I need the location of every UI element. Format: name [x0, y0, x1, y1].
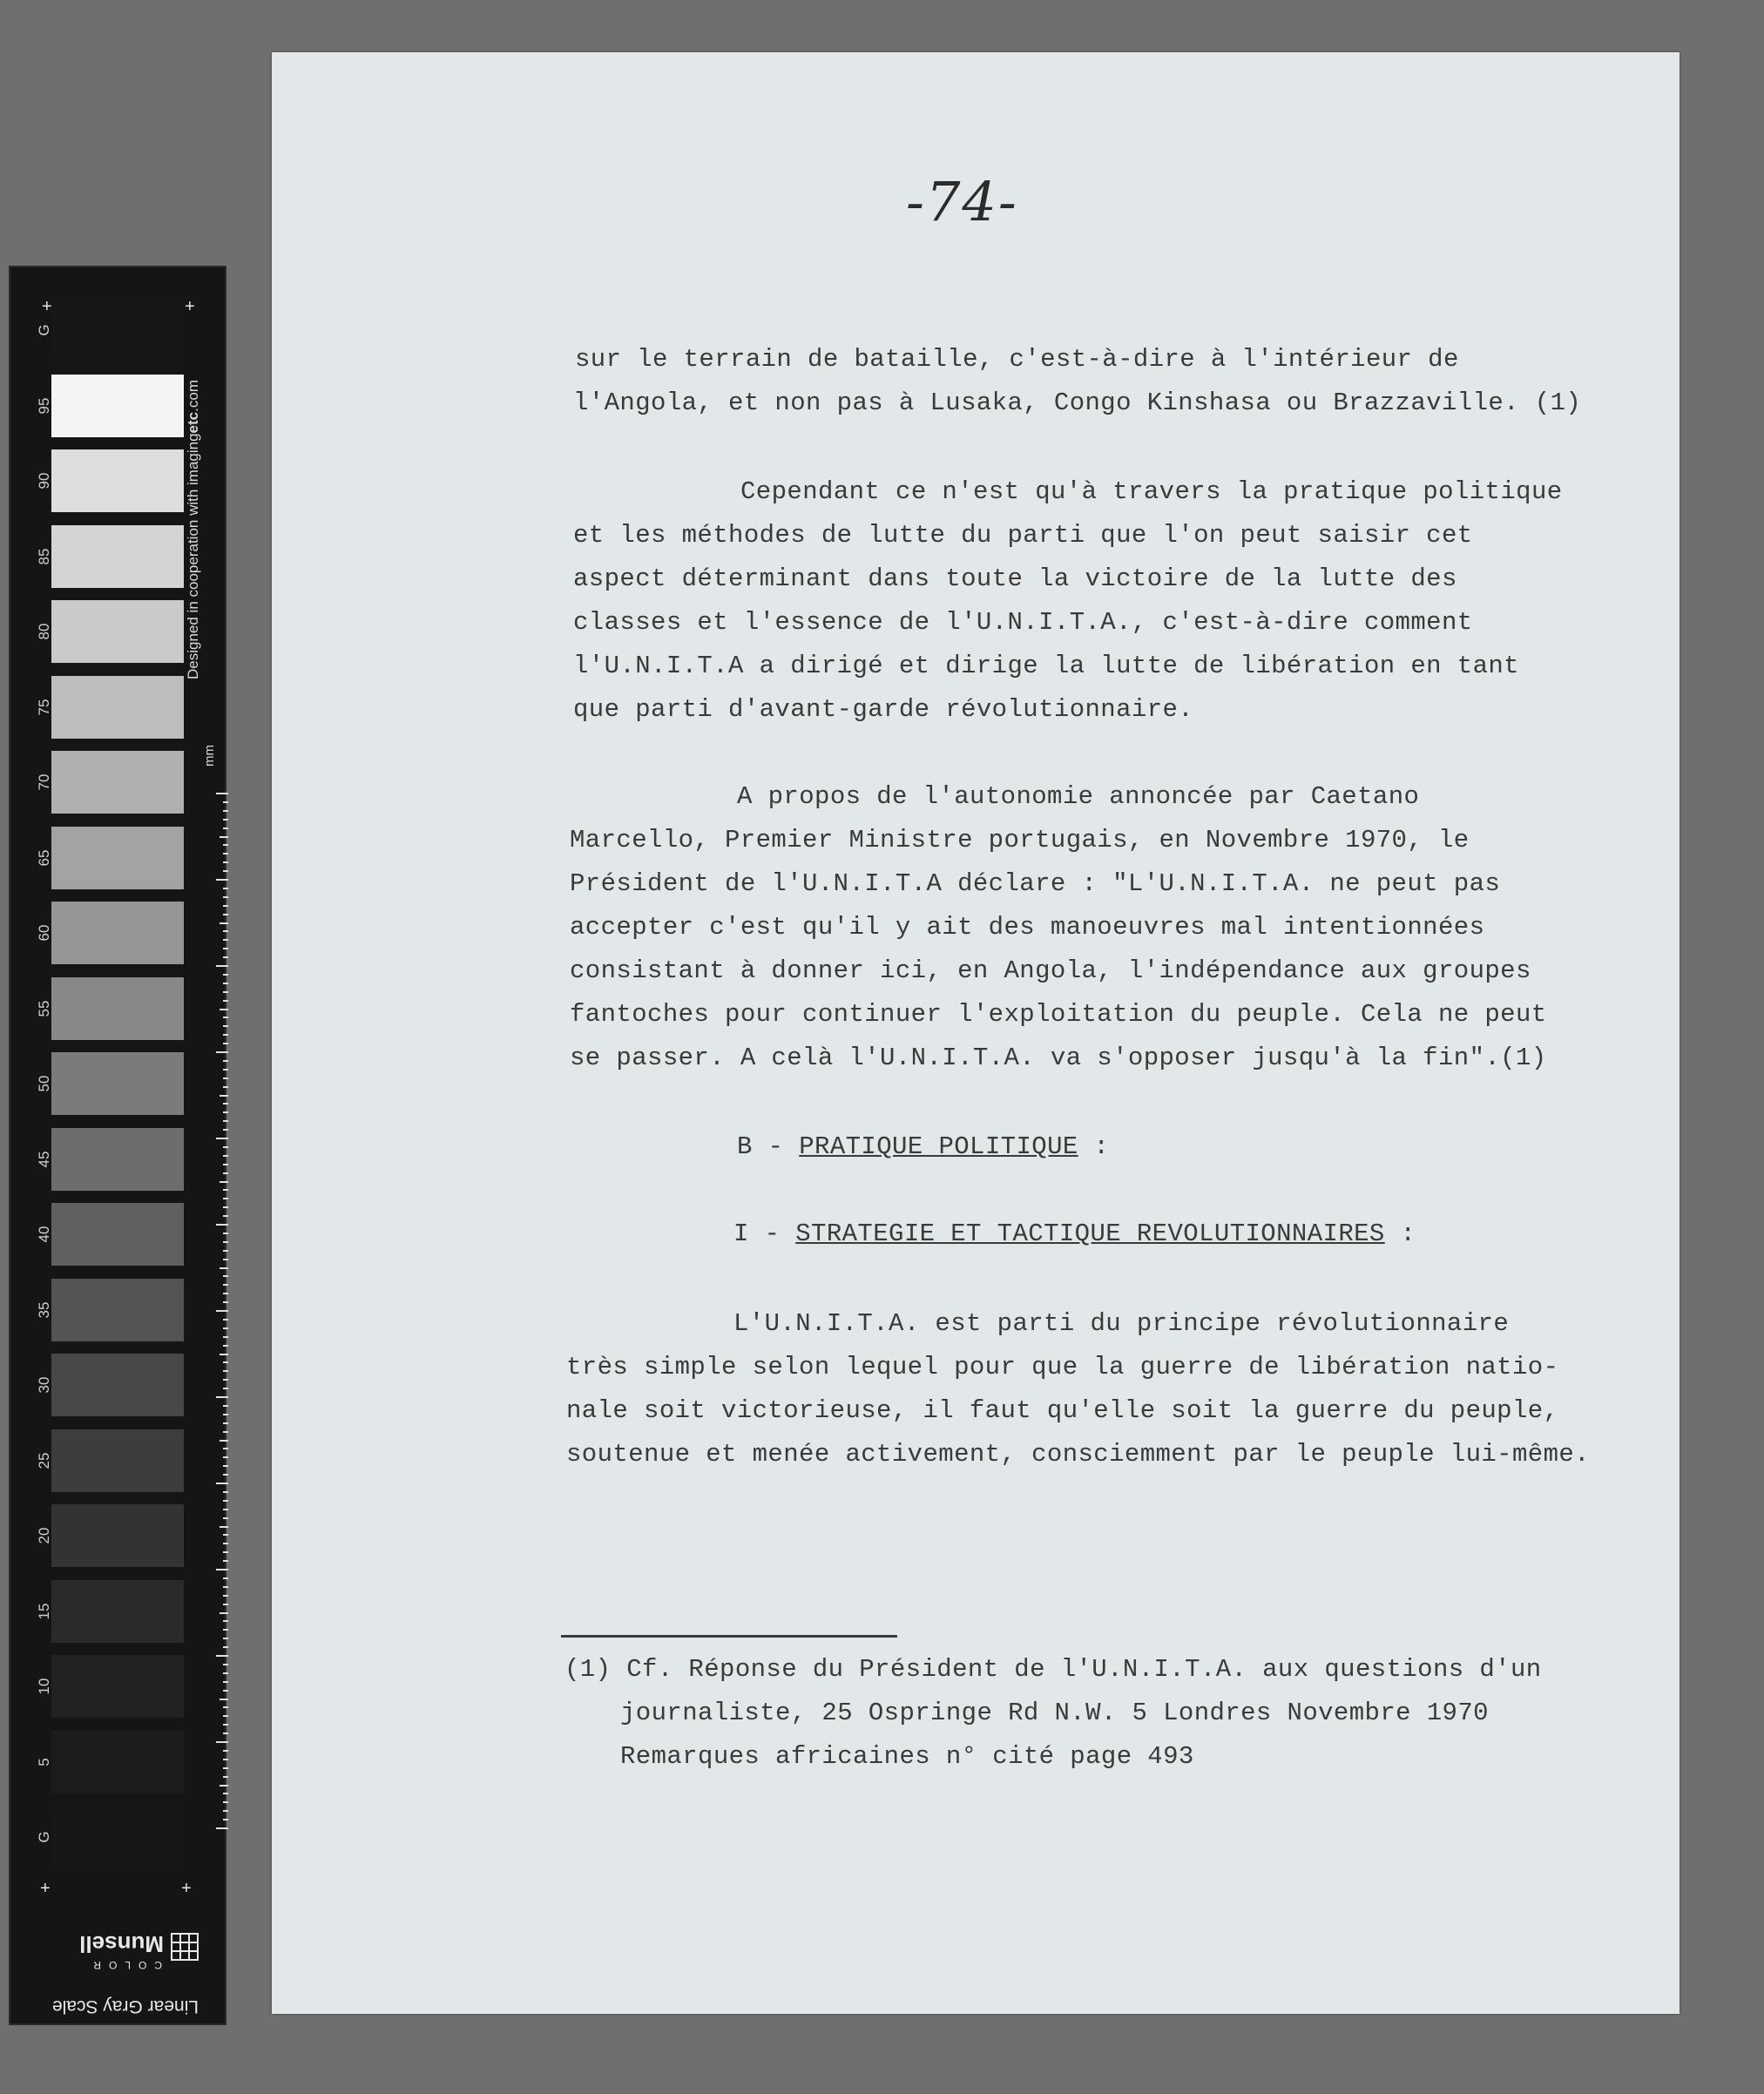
- ruler-tick: [223, 939, 228, 941]
- text-line: nale soit victorieuse, il faut qu'elle soit la guerre du peuple,: [566, 1396, 1559, 1425]
- plus-mark-top-right: +: [185, 297, 195, 316]
- footnote-line: journaliste, 25 Ospringe Rd N.W. 5 Londres Novembre 1970: [620, 1699, 1489, 1727]
- gray-patch: [51, 1279, 184, 1341]
- ruler-tick: [223, 1379, 228, 1381]
- brand-name: Munsell: [79, 1931, 164, 1957]
- ruler-tick: [223, 1491, 228, 1493]
- ruler-tick: [223, 1517, 228, 1519]
- ruler-tick: [223, 1560, 228, 1562]
- ruler-tick: [223, 1810, 228, 1812]
- ruler-tick: [220, 1440, 228, 1442]
- ruler-tick: [216, 1396, 228, 1398]
- ruler-tick: [223, 1301, 228, 1303]
- ruler-tick: [223, 1509, 228, 1510]
- ruler-tick: [223, 1706, 228, 1708]
- ruler-tick: [223, 1111, 228, 1113]
- text-line: accepter c'est qu'il y ait des manoeuvres mal intentionnées: [570, 913, 1485, 942]
- text-line: soutenue et menée activement, consciemment par le peuple lui-même.: [566, 1440, 1590, 1469]
- gray-patch-label: 75: [36, 699, 52, 715]
- gray-patch: [51, 827, 184, 889]
- text-line: classes et l'essence de l'U.N.I.T.A., c'est-à-dire comment: [573, 608, 1473, 637]
- ruler-tick: [223, 1793, 228, 1794]
- ruler-tick: [223, 1025, 228, 1027]
- gray-patch-label: 55: [36, 1000, 52, 1017]
- gray-patch: [51, 1655, 184, 1718]
- gray-patch-label: 65: [36, 849, 52, 866]
- text-line: Marcello, Premier Ministre portugais, en Novembre 1970, le: [570, 826, 1470, 854]
- text-line: sur le terrain de bataille, c'est-à-dire à l'intérieur de: [575, 345, 1459, 374]
- heading-strategie: I - STRATEGIE ET TACTIQUE REVOLUTIONNAIRES :: [733, 1219, 1416, 1248]
- ruler-tick: [223, 1206, 228, 1208]
- ruler-tick: [223, 1543, 228, 1544]
- ruler-tick: [223, 1681, 228, 1683]
- gray-patch: [51, 525, 184, 588]
- text-line: L'U.N.I.T.A. est parti du principe révolutionnaire: [733, 1309, 1510, 1338]
- ruler-tick: [220, 836, 228, 838]
- ruler-tick: [216, 1483, 228, 1484]
- ruler-tick: [223, 1233, 228, 1234]
- ruler-tick: [223, 1336, 228, 1338]
- ruler-tick: [223, 1189, 228, 1191]
- ruler-tick: [223, 1551, 228, 1553]
- ruler-tick: [223, 1819, 228, 1820]
- ruler-tick: [216, 1051, 228, 1053]
- gray-patch: [51, 299, 184, 361]
- ruler-tick: [223, 1388, 228, 1389]
- ruler-tick: [223, 1241, 228, 1243]
- ruler-tick: [223, 956, 228, 958]
- ruler-tick: [223, 844, 228, 846]
- ruler-tick: [216, 1569, 228, 1570]
- ruler-tick: [216, 1655, 228, 1657]
- ruler-tick: [223, 1345, 228, 1347]
- text-line: aspect déterminant dans toute la victoire de la lutte des: [573, 564, 1457, 593]
- text-line: fantoches pour continuer l'exploitation du peuple. Cela ne peut: [570, 1000, 1547, 1029]
- ruler-tick: [223, 1155, 228, 1157]
- ruler-tick: [223, 1034, 228, 1036]
- ruler-tick: [216, 1741, 228, 1743]
- text-line: consistant à donner ici, en Angola, l'indépendance aux groupes: [570, 956, 1531, 985]
- text-line: Président de l'U.N.I.T.A déclare : "L'U.N.I.T.A. ne peut pas: [570, 869, 1501, 898]
- ruler-tick: [223, 930, 228, 932]
- ruler-tick: [223, 1474, 228, 1476]
- ruler-tick: [220, 1095, 228, 1097]
- ruler-tick: [223, 1327, 228, 1329]
- scale-credit: Designed in cooperation with imagingetc.com: [185, 380, 201, 679]
- ruler-tick: [223, 896, 228, 898]
- ruler-tick: [223, 1275, 228, 1277]
- gray-patch-label: 35: [36, 1301, 52, 1318]
- gray-patch: [51, 1504, 184, 1567]
- ruler-tick: [223, 1776, 228, 1778]
- mm-ruler: [202, 793, 228, 1834]
- ruler-tick: [223, 1620, 228, 1622]
- footnote-line: Remarques africaines n° cité page 493: [620, 1742, 1194, 1771]
- text-line: que parti d'avant-garde révolutionnaire.: [573, 695, 1194, 724]
- ruler-tick: [223, 1086, 228, 1088]
- ruler-tick: [216, 965, 228, 967]
- ruler-tick: [223, 983, 228, 984]
- text-line: très simple selon lequel pour que la guerre de libération natio-: [566, 1353, 1559, 1381]
- ruler-tick: [223, 1750, 228, 1752]
- ruler-tick: [223, 1715, 228, 1717]
- ruler-tick: [223, 1215, 228, 1217]
- gray-patch-label: 25: [36, 1452, 52, 1469]
- ruler-tick: [223, 974, 228, 976]
- text-line: l'U.N.I.T.A a dirigé et dirige la lutte de libération en tant: [573, 652, 1519, 680]
- ruler-tick: [223, 1284, 228, 1286]
- ruler-tick: [223, 1250, 228, 1252]
- gray-patch-label: 80: [36, 623, 52, 640]
- gray-patch: [51, 1429, 184, 1492]
- gray-patch: [51, 751, 184, 814]
- gray-patch: [51, 1354, 184, 1416]
- munsell-brand: [33, 1916, 199, 2016]
- ruler-tick: [223, 1534, 228, 1536]
- gray-patch: [51, 600, 184, 663]
- ruler-tick: [223, 991, 228, 993]
- ruler-tick: [223, 1638, 228, 1639]
- gray-patch: [51, 977, 184, 1040]
- gray-patch: [51, 1806, 184, 1868]
- ruler-tick: [223, 1629, 228, 1631]
- gray-patch-label: 60: [36, 924, 52, 942]
- brand-sub: COLOR: [85, 1959, 162, 1971]
- ruler-tick: [223, 1146, 228, 1148]
- ruler-tick: [223, 1465, 228, 1467]
- footnote-separator: [561, 1635, 897, 1638]
- ruler-tick: [223, 1595, 228, 1597]
- ruler-tick: [216, 1827, 228, 1829]
- gray-patch: [51, 1580, 184, 1643]
- plus-mark-bottom-left: +: [40, 1879, 51, 1898]
- text-line: Cependant ce n'est qu'à travers la pratique politique: [740, 477, 1563, 506]
- ruler-tick: [223, 870, 228, 872]
- ruler-tick: [223, 1431, 228, 1433]
- gray-patch-label: 40: [36, 1226, 52, 1243]
- ruler-tick: [223, 1164, 228, 1165]
- footnote-line: (1) Cf. Réponse du Président de l'U.N.I.T.A. aux questions d'un: [564, 1655, 1542, 1684]
- ruler-tick: [223, 1422, 228, 1424]
- text-line: A propos de l'autonomie annoncée par Caetano: [737, 782, 1420, 811]
- ruler-tick: [223, 1319, 228, 1321]
- gray-patch-label: 90: [36, 472, 52, 490]
- heading-pratique-politique: B - PRATIQUE POLITIQUE :: [737, 1132, 1110, 1161]
- ruler-tick: [223, 1060, 228, 1062]
- ruler-tick: [223, 1414, 228, 1415]
- ruler-tick: [220, 1181, 228, 1183]
- ruler-tick: [223, 888, 228, 889]
- gray-patch-label: 15: [36, 1603, 52, 1619]
- ruler-tick: [223, 1198, 228, 1199]
- ruler-tick: [223, 1646, 228, 1648]
- gray-patch: [51, 375, 184, 437]
- ruler-tick: [223, 801, 228, 803]
- gray-patch-label: G: [36, 1831, 52, 1843]
- ruler-tick: [220, 1009, 228, 1010]
- plus-mark-bottom-right: +: [181, 1879, 192, 1898]
- ruler-tick: [223, 1361, 228, 1363]
- ruler-tick: [220, 1267, 228, 1269]
- gray-patch-label: 5: [36, 1757, 52, 1766]
- ruler-tick: [223, 853, 228, 854]
- ruler-tick: [223, 1664, 228, 1665]
- ruler-tick: [223, 810, 228, 812]
- ruler-tick: [223, 1577, 228, 1579]
- gray-patch: [51, 1203, 184, 1266]
- ruler-tick: [220, 1354, 228, 1355]
- ruler-tick: [220, 1785, 228, 1787]
- gray-patch: [51, 449, 184, 512]
- gray-patch: [51, 902, 184, 964]
- ruler-tick: [223, 1500, 228, 1502]
- gray-patch: [51, 1731, 184, 1793]
- ruler-tick: [223, 1120, 228, 1122]
- gray-patch-label: 20: [36, 1527, 52, 1544]
- scale-title: Linear Gray Scale: [51, 1996, 199, 2016]
- ruler-tick: [220, 1526, 228, 1528]
- text-line: se passer. A celà l'U.N.I.T.A. va s'opposer jusqu'à la fin".(1): [570, 1044, 1547, 1072]
- ruler-tick: [220, 922, 228, 924]
- gray-patch-label: 30: [36, 1376, 52, 1394]
- text-line: l'Angola, et non pas à Lusaka, Congo Kinshasa ou Brazzaville. (1): [573, 388, 1582, 417]
- gray-patch-label: 45: [36, 1151, 52, 1167]
- ruler-tick: [223, 1069, 228, 1071]
- ruler-tick: [223, 1759, 228, 1760]
- ruler-tick: [223, 1767, 228, 1769]
- ruler-tick: [220, 1612, 228, 1614]
- ruler-tick: [223, 1000, 228, 1002]
- ruler-tick: [223, 1456, 228, 1458]
- gray-patch-label: G: [36, 324, 52, 336]
- ruler-tick: [216, 1310, 228, 1312]
- ruler-tick: [223, 1103, 228, 1104]
- ruler-tick: [223, 905, 228, 907]
- munsell-logo-icon: [171, 1933, 199, 1961]
- gray-patch-label: 95: [36, 397, 52, 414]
- gray-patch: [51, 1052, 184, 1115]
- gray-patch: [51, 676, 184, 739]
- ruler-tick: [223, 914, 228, 915]
- ruler-tick: [223, 1724, 228, 1726]
- ruler-tick: [223, 1293, 228, 1294]
- plus-mark-top-left: +: [42, 297, 52, 316]
- ruler-tick: [223, 1259, 228, 1260]
- ruler-tick: [223, 1043, 228, 1044]
- ruler-tick: [223, 1690, 228, 1692]
- gray-patch: [51, 1128, 184, 1191]
- ruler-tick: [223, 948, 228, 949]
- gray-patch-label: 85: [36, 548, 52, 564]
- ruler-tick: [223, 827, 228, 829]
- page-number: -74-: [906, 170, 1018, 233]
- ruler-tick: [216, 1224, 228, 1226]
- text-line: et les méthodes de lutte du parti que l'on peut saisir cet: [573, 521, 1473, 550]
- ruler-tick: [223, 1017, 228, 1018]
- ruler-tick: [216, 793, 228, 794]
- ruler-tick: [223, 1604, 228, 1605]
- ruler-tick: [216, 1138, 228, 1139]
- ruler-tick: [223, 1172, 228, 1174]
- ruler-tick: [220, 1699, 228, 1700]
- ruler-tick: [223, 1370, 228, 1372]
- ruler-tick: [223, 819, 228, 821]
- ruler-tick: [223, 1801, 228, 1803]
- ruler-tick: [216, 879, 228, 881]
- ruler-tick: [223, 1077, 228, 1079]
- ruler-tick: [223, 1129, 228, 1131]
- ruler-tick: [223, 1672, 228, 1674]
- ruler-tick: [223, 1733, 228, 1734]
- gray-patch-label: 70: [36, 773, 52, 791]
- gray-patch-label: 50: [36, 1075, 52, 1092]
- gray-patch-label: 10: [36, 1678, 52, 1695]
- mm-label: mm: [202, 745, 217, 767]
- ruler-tick: [223, 861, 228, 863]
- ruler-tick: [223, 1405, 228, 1407]
- ruler-tick: [223, 1586, 228, 1588]
- ruler-tick: [223, 1448, 228, 1449]
